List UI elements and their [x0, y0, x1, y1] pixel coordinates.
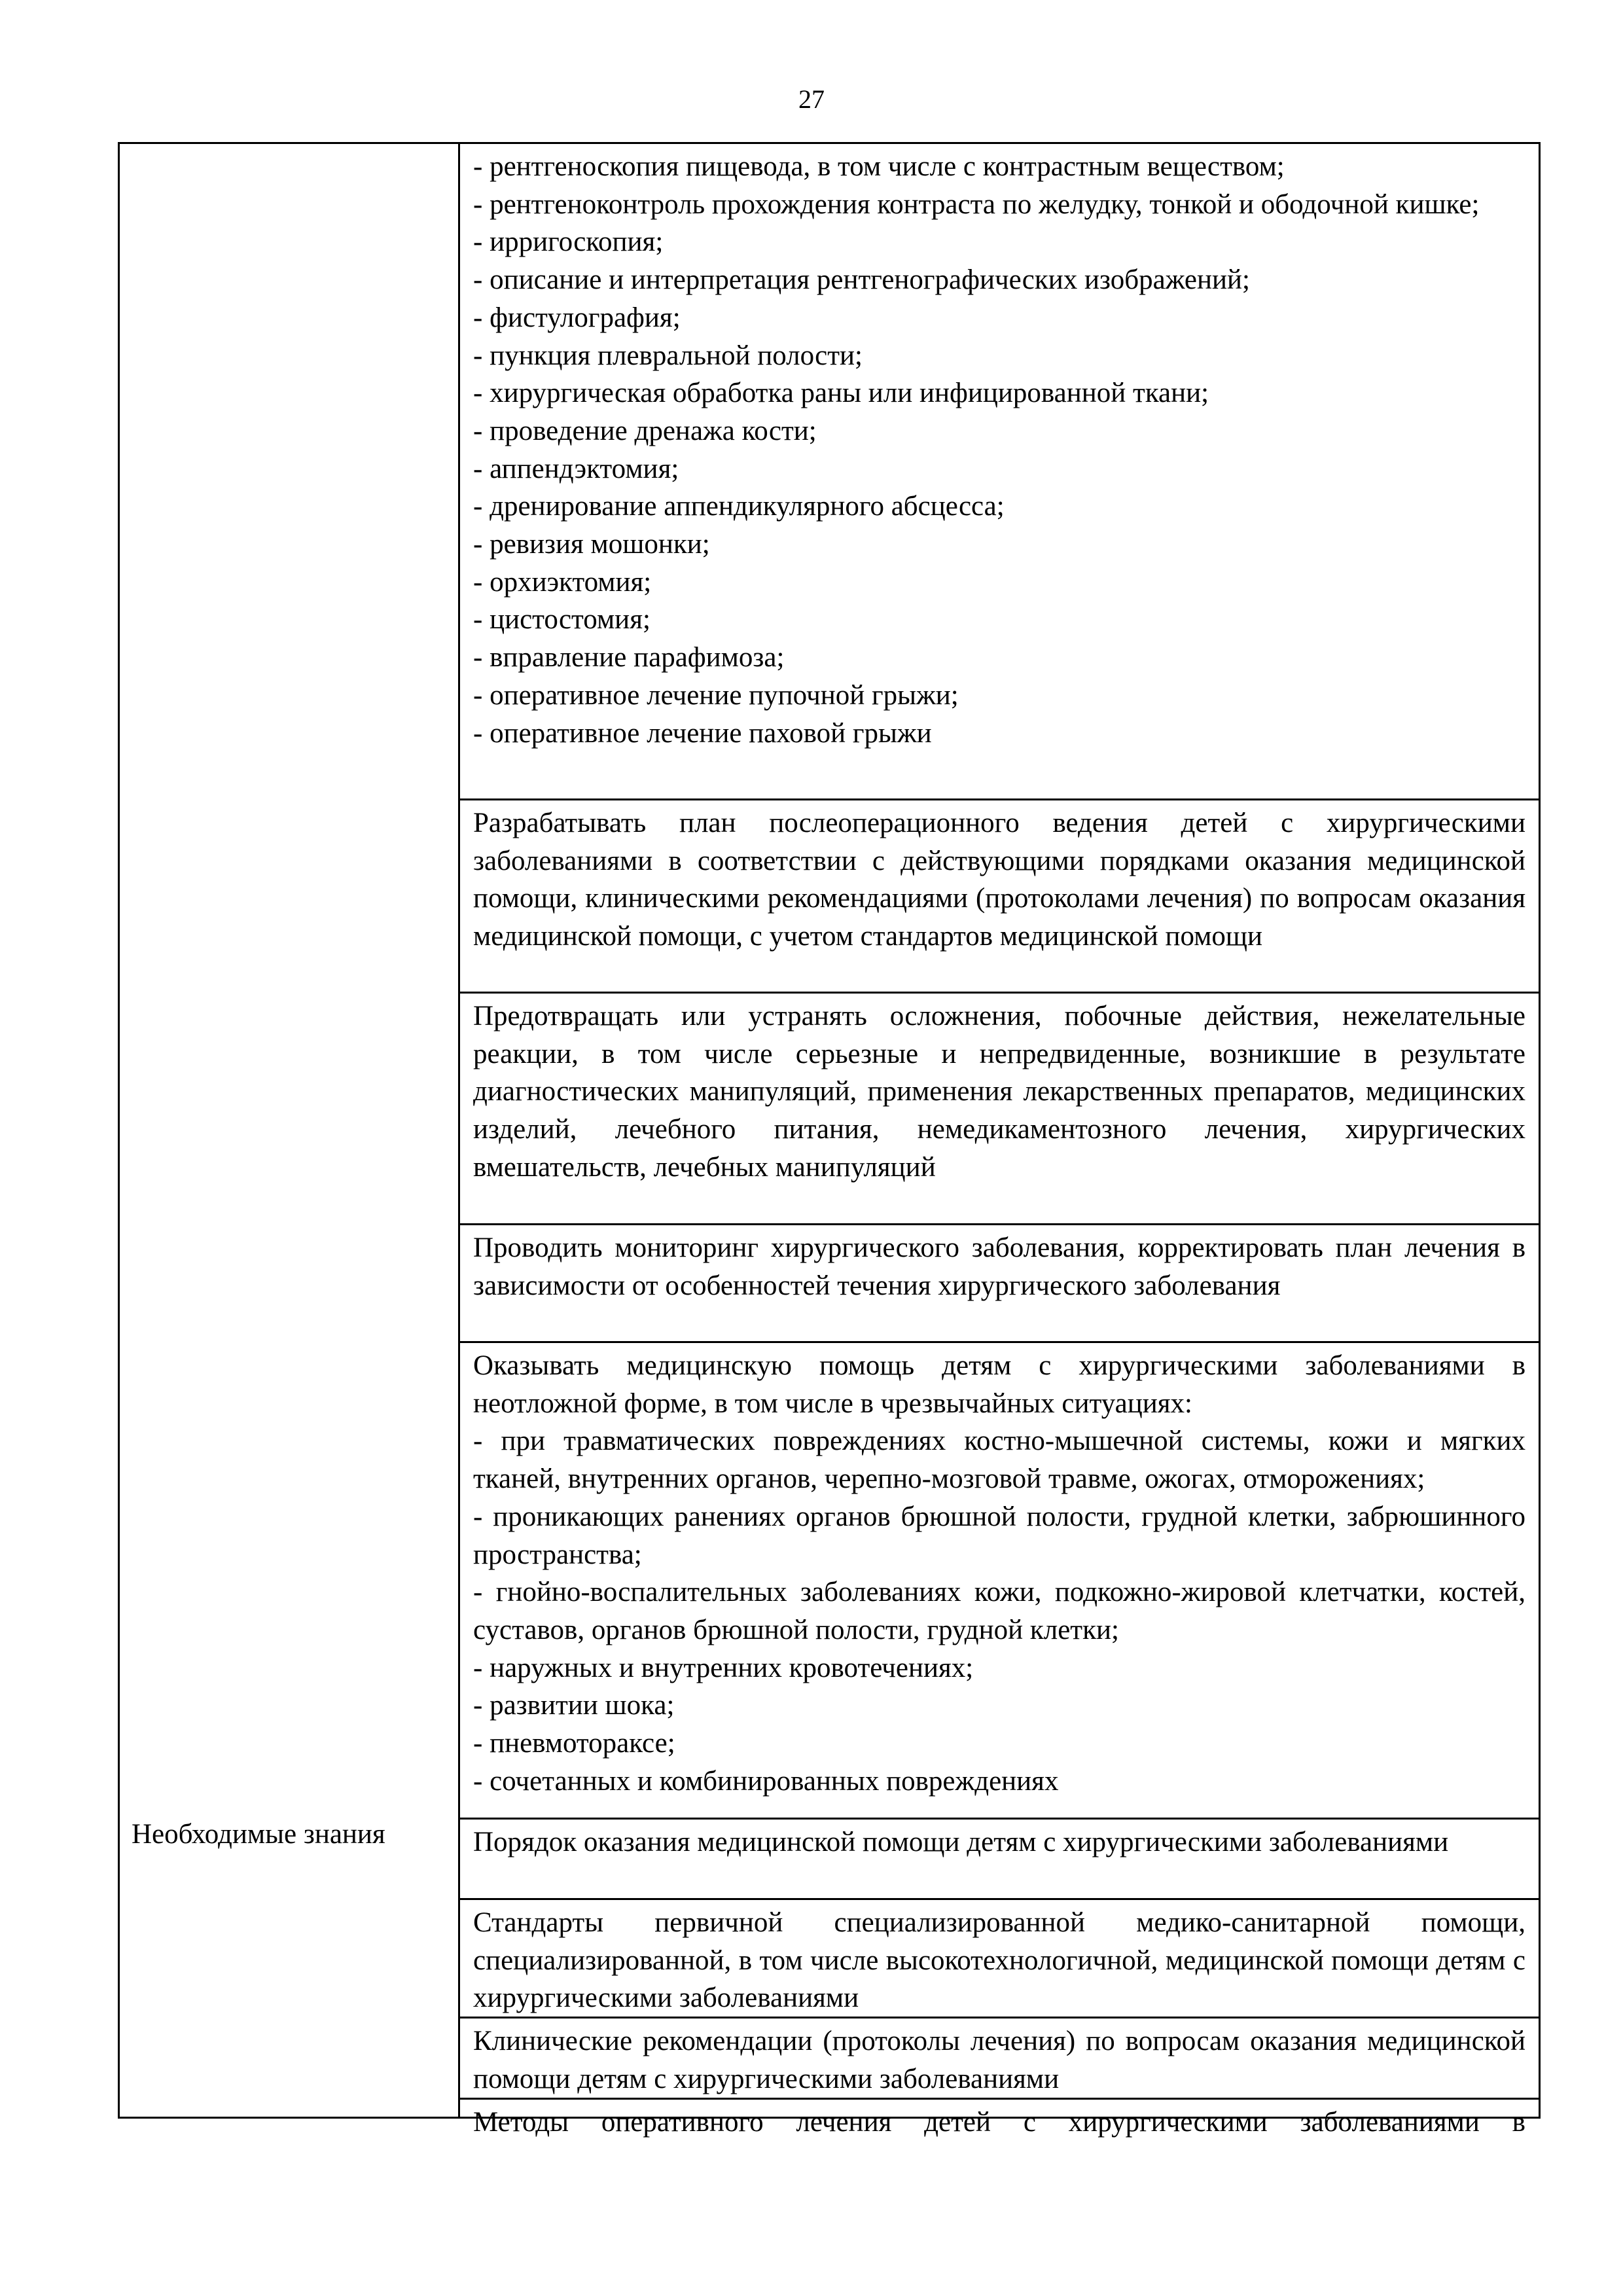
table-cell-surgical-methods	[460, 2100, 1539, 2145]
table-cell-procedures-list	[460, 144, 1539, 800]
list-item: - проведение дренажа кости;	[473, 415, 817, 446]
list-item: - оперативное лечение пупочной грыжи;	[473, 679, 959, 711]
cell-text: Клинические рекомендации (протоколы лечения) по вопросам оказания медицинской помощи детям с хирургическими заболеваниями	[473, 2026, 1525, 2094]
cell-text: Проводить мониторинг хирургического заболевания, корректировать план лечения в зависимости от особенностей течения хирургического заболевания	[473, 1232, 1525, 1301]
table-cell-clinical-guidelines	[460, 2018, 1539, 2100]
cell-text: Предотвращать или устранять осложнения, побочные действия, нежелательные реакции, в том числе серьезные и непредвиденные, возникшие в результате диагностических манипуляций, применения лекарственных препаратов, медицинских изделий, лечебного питания, немедикаментозного лечения, хирургических вмешательств, лечебных манипуляций	[473, 1001, 1525, 1183]
list-item: - пункция плевральной полости;	[473, 340, 863, 371]
list-item: - наружных и внутренних кровотечениях;	[473, 1652, 974, 1683]
list-item: - вправление парафимоза;	[473, 642, 785, 673]
list-item: - рентгеноскопия пищевода, в том числе с контрастным веществом;	[473, 151, 1285, 182]
list-item: - хирургическая обработка раны или инфицированной ткани;	[473, 378, 1209, 409]
left-column	[120, 144, 460, 2117]
table-cell-monitoring	[460, 1225, 1539, 1343]
cell-text: Стандарты первичной специализированной медико-санитарной помощи, специализированной, в том числе высокотехнологичной, медицинской помощи детям с хирургическими заболеваниями	[473, 1907, 1525, 2014]
list-item: - ирригоскопия;	[473, 226, 664, 258]
table-cell-postoperative-plan	[460, 800, 1539, 994]
list-item: - дренирование аппендикулярного абсцесса;	[473, 491, 1005, 522]
list-item: - цистостомия;	[473, 604, 651, 636]
left-label-required-knowledge: Необходимые знания	[132, 1819, 385, 1850]
right-column	[460, 144, 1539, 2138]
cell-text: Методы оперативного лечения детей с хирургическими заболеваниями в	[473, 2107, 1525, 2138]
cell-text: Порядок оказания медицинской помощи детям с хирургическими заболеваниями	[473, 1827, 1449, 1857]
list-item: - проникающих ранениях органов брюшной полости, грудной клетки, забрюшинного пространства;	[473, 1501, 1525, 1570]
table-cell-care-procedure	[460, 1820, 1539, 1900]
list-item: - сочетанных и комбинированных повреждениях	[473, 1765, 1059, 1797]
list-item: - гнойно-воспалительных заболеваниях кожи, подкожно-жировой клетчатки, костей, суставов, органов брюшной полости, грудной клетки;	[473, 1577, 1525, 1645]
table-cell-complications	[460, 994, 1539, 1225]
list-item: - пневмотораксе;	[473, 1728, 675, 1759]
page-number: 27	[798, 84, 825, 114]
list-item: - орхиэктомия;	[473, 566, 652, 598]
cell-text: Разрабатывать план послеоперационного ведения детей с хирургическими заболеваниями в соответствии с действующими порядками оказания медицинской помощи, клиническими рекомендациями (протоколами лечения) по вопросам оказания медицинской помощи, с учетом стандартов медицинской помощи	[473, 808, 1525, 952]
list-item: - при травматических повреждениях костно-мышечной системы, кожи и мягких тканей, внутренних органов, черепно-мозговой травме, ожогах, отморожениях;	[473, 1426, 1525, 1495]
list-item: - описание и интерпретация рентгенографических изображений;	[473, 264, 1250, 296]
table-cell-standards	[460, 1900, 1539, 2018]
list-item: - ревизия мошонки;	[473, 529, 710, 560]
list-item: - аппендэктомия;	[473, 453, 679, 484]
requirements-table	[118, 142, 1541, 2138]
list-item: - фистулография;	[473, 302, 681, 333]
table-cell-emergency-care	[460, 1343, 1539, 1820]
cell-intro: Оказывать медицинскую помощь детям с хирургическими заболеваниями в неотложной форме, в том числе в чрезвычайных ситуациях:	[473, 1350, 1525, 1419]
list-item: - оперативное лечение паховой грыжи	[473, 717, 932, 749]
list-item: - рентгеноконтроль прохождения контраста по желудку, тонкой и ободочной кишке;	[473, 188, 1480, 220]
list-item: - развитии шока;	[473, 1690, 675, 1721]
